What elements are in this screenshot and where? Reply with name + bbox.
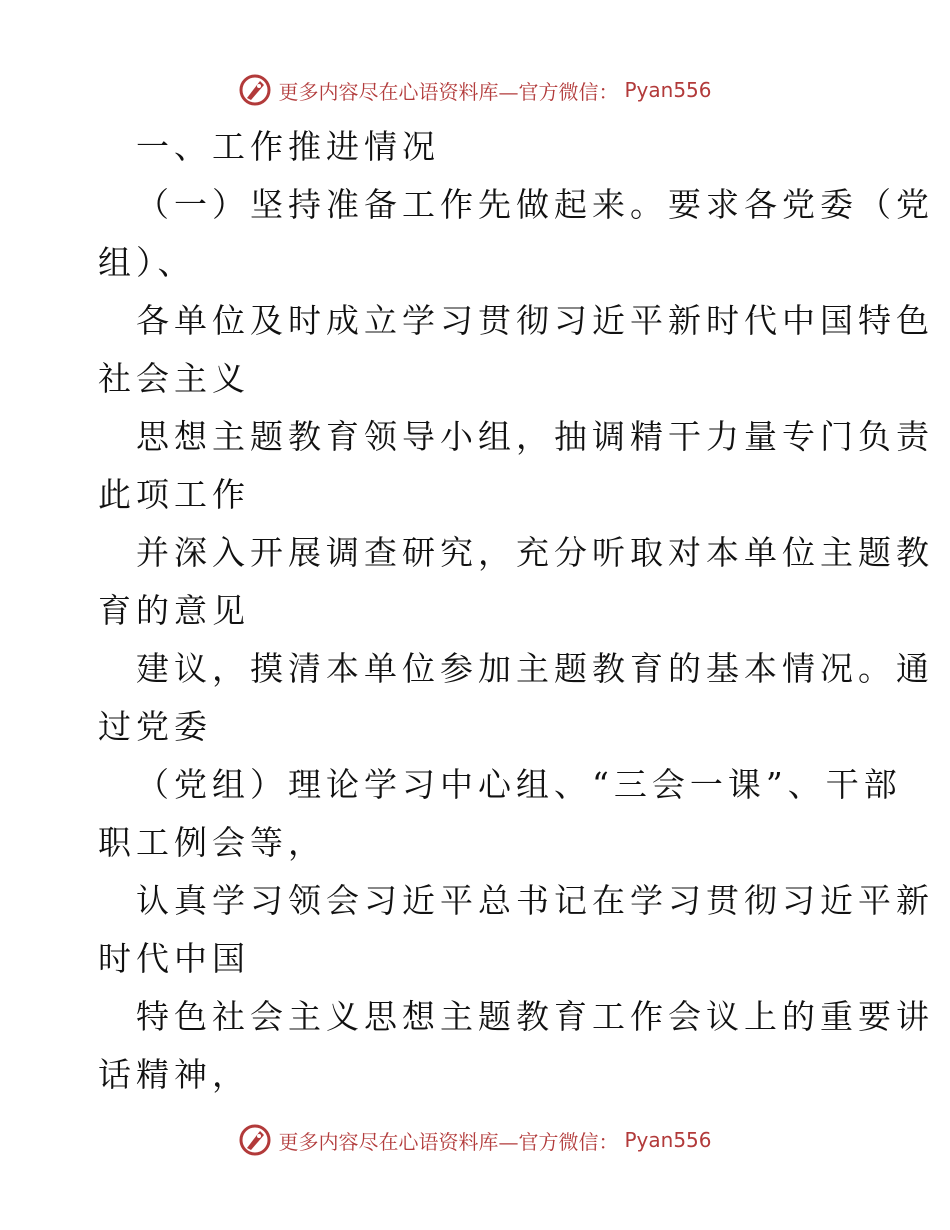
paragraph-line: 时代中国 [98,939,250,978]
paragraph-line: 各单位及时成立学习贯彻习近平新时代中国特色 [136,301,934,340]
paragraph-line: 此项工作 [98,475,250,514]
paragraph-line: 话精神， [98,1055,250,1094]
paragraph-line: 认真学习领会习近平总书记在学习贯彻习近平新 [136,881,934,920]
paragraph-line: 社会主义 [98,359,250,398]
footer-banner [0,1120,950,1160]
paragraph-line: 职工例会等， [98,823,326,862]
paragraph-line: 组）、 [98,243,196,282]
pen-nib-icon [238,73,272,107]
document-body [98,118,934,1104]
paragraph-line: 育的意见 [98,591,250,630]
paragraph-line: 思想主题教育领导小组，抽调精干力量专门负责 [136,417,934,456]
footer-wechat-id: Pyan556 [624,1128,712,1152]
paragraph-line: 特色社会主义思想主题教育工作会议上的重要讲 [136,997,934,1036]
header-wechat-id: Pyan556 [624,78,712,102]
paragraph-line: 过党委 [98,707,212,746]
header-banner [0,70,950,110]
paragraph-line: 建议，摸清本单位参加主题教育的基本情况。通 [136,649,934,688]
section-heading: 一、工作推进情况 [136,127,440,166]
pen-nib-icon [238,1123,272,1157]
header-banner-text: 更多内容尽在心语资料库—官方微信： [278,79,619,104]
paragraph-line: （党组）理论学习中心组、“三会一课”、干部 [136,765,902,804]
paragraph-line: （一）坚持准备工作先做起来。要求各党委（党 [136,185,934,224]
paragraph-line: 并深入开展调查研究，充分听取对本单位主题教 [136,533,934,572]
footer-banner-text: 更多内容尽在心语资料库—官方微信： [278,1129,619,1154]
